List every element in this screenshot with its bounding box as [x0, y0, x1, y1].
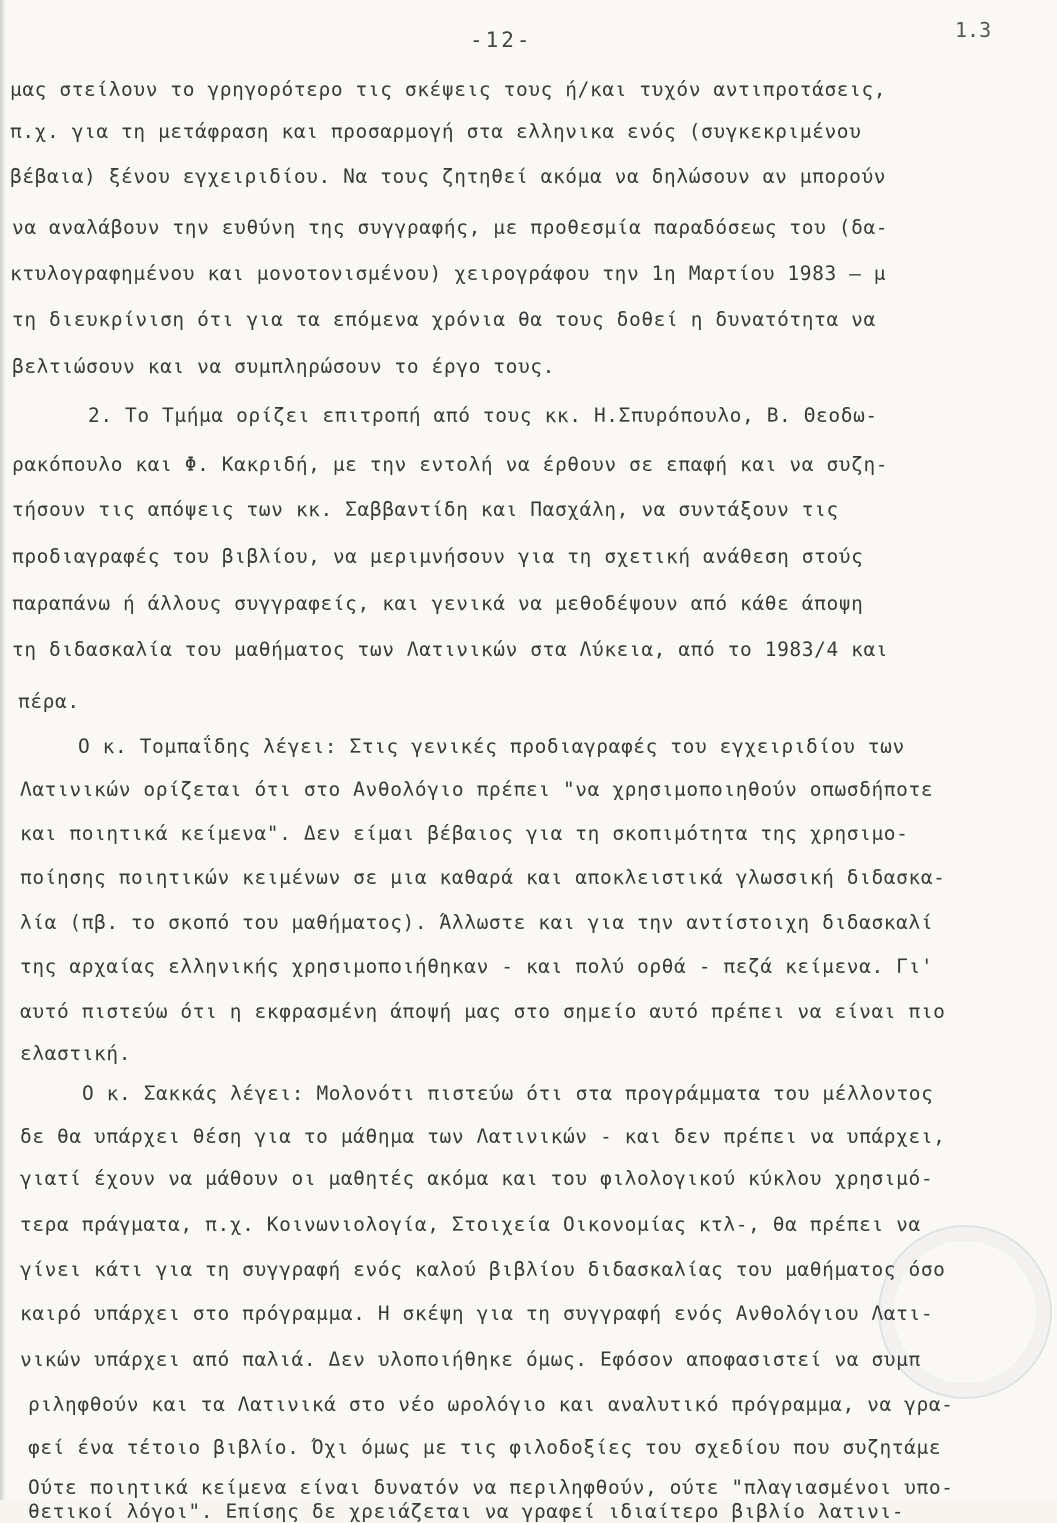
- page-number: -12-: [470, 28, 533, 52]
- text-line: τερα πράγματα, π.χ. Κοινωνιολογία, Στοιχεία Οικονομίας κτλ-, θα πρέπει να: [20, 1213, 921, 1236]
- text-line: γίνει κάτι για τη συγγραφή ενός καλού βιβλίου διδασκαλίας του μαθήματος όσο: [20, 1258, 946, 1281]
- text-line: λία (πβ. το σκοπό του μαθήματος). Άλλωστε και για την αντίστοιχη διδασκαλί: [20, 911, 934, 934]
- text-line: γιατί έχουν να μάθουν οι μαθητές ακόμα και του φιλολογικού κύκλου χρησιμό-: [20, 1167, 934, 1190]
- text-line: μας στείλουν το γρηγορότερο τις σκέψεις τους ή/και τυχόν αντιπροτάσεις,: [10, 78, 887, 101]
- text-line: θετικοί λόγοι". Επίσης δε χρειάζεται να γραφεί ιδιαίτερο βιβλίο λατινι-: [28, 1500, 905, 1523]
- text-line: Ο κ. Σακκάς λέγει: Μολονότι πιστεύω ότι στα προγράμματα του μέλλοντος: [82, 1082, 934, 1105]
- text-line: κτυλογραφημένου και μονοτονισμένου) χειρογράφου την 1η Μαρτίου 1983 — μ: [10, 262, 887, 285]
- text-line: π.χ. για τη μετάφραση και προσαρμογή στα ελληνικα ενός (συγκεκριμένου: [10, 120, 862, 143]
- text-line: βελτιώσουν και να συμπληρώσουν το έργο τους.: [12, 355, 555, 378]
- text-line: νικών υπάρχει από παλιά. Δεν υλοποιήθηκε όμως. Εφόσον αποφασιστεί να συμπ: [20, 1348, 921, 1371]
- text-line: προδιαγραφές του βιβλίου, να μεριμνήσουν για τη σχετική ανάθεση στούς: [12, 545, 864, 568]
- text-line: δε θα υπάρχει θέση για το μάθημα των Λατινικών - και δεν πρέπει να υπάρχει,: [20, 1125, 946, 1148]
- text-line: ελαστική.: [20, 1042, 132, 1065]
- text-line: ρακόπουλο και Φ. Κακριδή, με την εντολή να έρθουν σε επαφή και να συζη-: [12, 453, 889, 476]
- text-line: φεί ένα τέτοιο βιβλίο. Όχι όμως με τις φιλοδοξίες του σχεδίου που συζητάμε: [28, 1436, 942, 1459]
- text-line: ριληφθούν και τα Λατινικά στο νέο ωρολόγιο και αναλυτικό πρόγραμμα, να γρα-: [28, 1393, 954, 1416]
- text-line: 2. Το Τμήμα ορίζει επιτροπή από τους κκ. Η.Σπυρόπουλο, Β. Θεοδω-: [88, 404, 878, 427]
- text-line: της αρχαίας ελληνικής χρησιμοποιήθηκαν - και πολύ ορθά - πεζά κείμενα. Γι': [20, 955, 934, 978]
- page-reference: 1.3: [955, 18, 992, 42]
- text-line: Ο κ. Τομπαΐδης λέγει: Στις γενικές προδιαγραφές του εγχειριδίου των: [78, 735, 905, 758]
- text-line: Ούτε ποιητικά κείμενα είναι δυνατόν να περιληφθούν, ούτε "πλαγιασμένοι υπο-: [28, 1476, 954, 1499]
- text-line: να αναλάβουν την ευθύνη της συγγραφής, με προθεσμία παραδόσεως του (δα-: [12, 216, 889, 239]
- text-line: παραπάνω ή άλλους συγγραφείς, και γενικά να μεθοδέψουν από κάθε άποψη: [12, 592, 864, 615]
- text-line: βέβαια) ξένου εγχειριδίου. Να τους ζητηθεί ακόμα να δηλώσουν αν μπορούν: [10, 165, 887, 188]
- text-line: αυτό πιστεύω ότι η εκφρασμένη άποψή μας στο σημείο αυτό πρέπει να είναι πιο: [20, 1000, 946, 1023]
- text-line: Λατινικών ορίζεται ότι στο Ανθολόγιο πρέπει "να χρησιμοποιηθούν οπωσδήποτε: [20, 778, 934, 801]
- page-edge-shadow: [0, 0, 6, 1500]
- text-line: τη διευκρίνιση ότι για τα επόμενα χρόνια θα τους δοθεί η δυνατότητα να: [12, 308, 876, 331]
- text-line: ποίησης ποιητικών κειμένων σε μια καθαρά και αποκλειστικά γλωσσική διδασκα-: [20, 866, 946, 889]
- text-line: και ποιητικά κείμενα". Δεν είμαι βέβαιος για τη σκοπιμότητα της χρησιμο-: [20, 822, 909, 845]
- text-line: καιρό υπάρχει στο πρόγραμμα. Η σκέψη για τη συγγραφή ενός Ανθολόγιου Λατι-: [20, 1302, 934, 1325]
- text-line: τήσουν τις απόψεις των κκ. Σαββαντίδη και Πασχάλη, να συντάξουν τις: [12, 498, 839, 521]
- text-line: τη διδασκαλία του μαθήματος των Λατινικών στα Λύκεια, από το 1983/4 και: [12, 638, 889, 661]
- text-line: πέρα.: [18, 690, 80, 713]
